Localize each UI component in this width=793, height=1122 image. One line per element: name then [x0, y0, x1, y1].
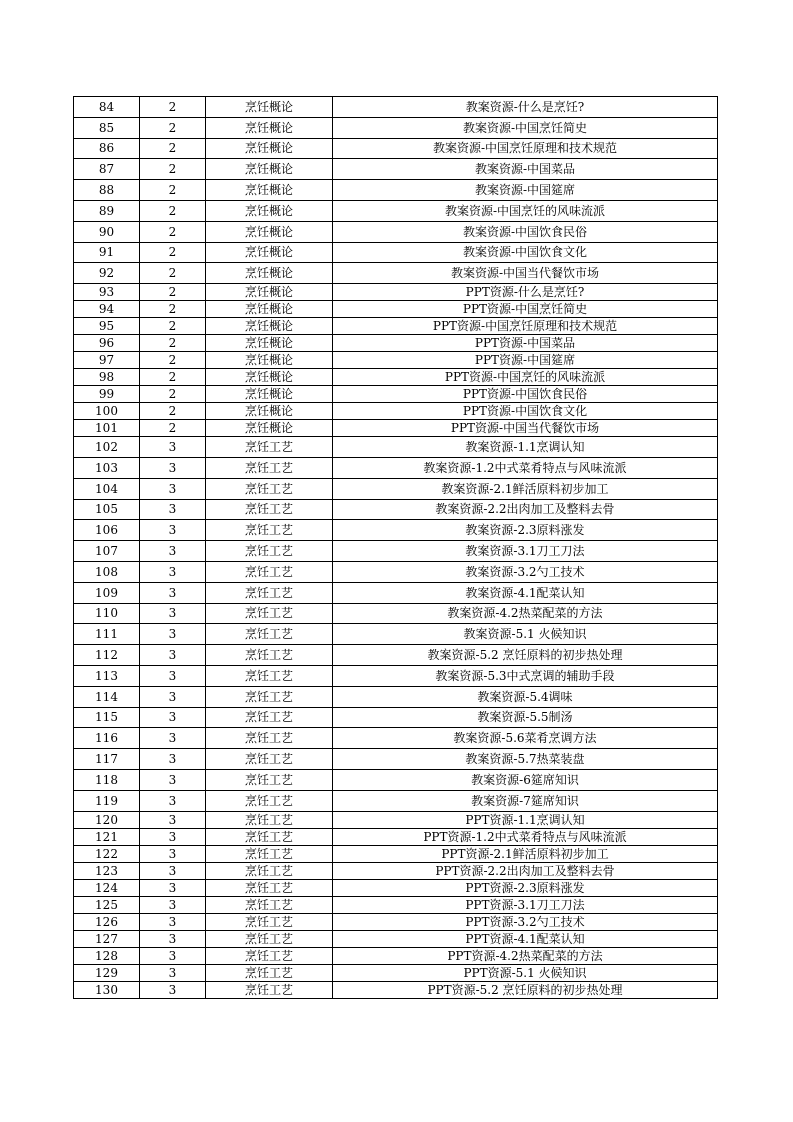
table-row — [74, 437, 718, 458]
resource-title-cell: 教案资源-5.1 火候知识 — [333, 624, 718, 645]
unit-cell: 2 — [140, 221, 206, 242]
unit-cell: 3 — [140, 686, 206, 707]
unit-cell: 2 — [140, 386, 206, 403]
row-number-cell: 95 — [74, 318, 140, 335]
unit-cell: 3 — [140, 603, 206, 624]
unit-cell: 2 — [140, 242, 206, 263]
table-row — [74, 369, 718, 386]
row-number-cell: 104 — [74, 478, 140, 499]
table-row — [74, 582, 718, 603]
row-number-cell: 97 — [74, 352, 140, 369]
resource-title-cell: 教案资源-中国烹饪的风味流派 — [333, 200, 718, 221]
table-row — [74, 981, 718, 998]
unit-cell: 3 — [140, 541, 206, 562]
course-name-cell: 烹饪概论 — [206, 403, 333, 420]
table-row — [74, 561, 718, 582]
unit-cell: 2 — [140, 352, 206, 369]
unit-cell: 2 — [140, 180, 206, 201]
unit-cell: 3 — [140, 930, 206, 947]
row-number-cell: 113 — [74, 665, 140, 686]
unit-cell: 3 — [140, 879, 206, 896]
unit-cell: 3 — [140, 790, 206, 811]
course-name-cell: 烹饪概论 — [206, 200, 333, 221]
course-name-cell: 烹饪工艺 — [206, 947, 333, 964]
row-number-cell: 93 — [74, 284, 140, 301]
unit-cell: 2 — [140, 420, 206, 437]
table-row — [74, 790, 718, 811]
row-number-cell: 85 — [74, 117, 140, 138]
resource-title-cell: PPT资源-1.2中式菜肴特点与风味流派 — [333, 828, 718, 845]
course-name-cell: 烹饪概论 — [206, 369, 333, 386]
table-row — [74, 180, 718, 201]
resource-title-cell: PPT资源-中国烹饪原理和技术规范 — [333, 318, 718, 335]
unit-cell: 3 — [140, 811, 206, 828]
unit-cell: 3 — [140, 862, 206, 879]
course-name-cell: 烹饪工艺 — [206, 811, 333, 828]
unit-cell: 3 — [140, 828, 206, 845]
resource-title-cell: PPT资源-中国饮食文化 — [333, 403, 718, 420]
course-name-cell: 烹饪工艺 — [206, 520, 333, 541]
unit-cell: 2 — [140, 138, 206, 159]
course-name-cell: 烹饪工艺 — [206, 862, 333, 879]
resource-title-cell: 教案资源-5.4调味 — [333, 686, 718, 707]
resource-title-cell: 教案资源-7筵席知识 — [333, 790, 718, 811]
row-number-cell: 109 — [74, 582, 140, 603]
unit-cell: 3 — [140, 947, 206, 964]
course-name-cell: 烹饪概论 — [206, 318, 333, 335]
unit-cell: 2 — [140, 284, 206, 301]
resource-title-cell: 教案资源-中国筵席 — [333, 180, 718, 201]
resource-title-cell: 教案资源-2.1鲜活原料初步加工 — [333, 478, 718, 499]
table-row — [74, 811, 718, 828]
resource-table — [73, 96, 718, 999]
resource-title-cell: 教案资源-5.6菜肴烹调方法 — [333, 728, 718, 749]
resource-title-cell: 教案资源-中国烹饪简史 — [333, 117, 718, 138]
resource-title-cell: 教案资源-5.2 烹饪原料的初步热处理 — [333, 645, 718, 666]
course-name-cell: 烹饪工艺 — [206, 541, 333, 562]
resource-title-cell: PPT资源-4.1配菜认知 — [333, 930, 718, 947]
unit-cell: 3 — [140, 561, 206, 582]
resource-title-cell: 教案资源-中国烹饪原理和技术规范 — [333, 138, 718, 159]
unit-cell: 2 — [140, 263, 206, 284]
table-row — [74, 624, 718, 645]
resource-title-cell: PPT资源-4.2热菜配菜的方法 — [333, 947, 718, 964]
table-row — [74, 284, 718, 301]
course-name-cell: 烹饪工艺 — [206, 603, 333, 624]
table-row — [74, 352, 718, 369]
row-number-cell: 128 — [74, 947, 140, 964]
unit-cell: 3 — [140, 769, 206, 790]
row-number-cell: 121 — [74, 828, 140, 845]
resource-title-cell: 教案资源-中国饮食文化 — [333, 242, 718, 263]
course-name-cell: 烹饪概论 — [206, 138, 333, 159]
row-number-cell: 86 — [74, 138, 140, 159]
table-row — [74, 159, 718, 180]
row-number-cell: 90 — [74, 221, 140, 242]
unit-cell: 3 — [140, 728, 206, 749]
course-name-cell: 烹饪工艺 — [206, 561, 333, 582]
row-number-cell: 102 — [74, 437, 140, 458]
resource-title-cell: 教案资源-2.3原料涨发 — [333, 520, 718, 541]
unit-cell: 3 — [140, 896, 206, 913]
row-number-cell: 129 — [74, 964, 140, 981]
table-row — [74, 335, 718, 352]
table-row — [74, 138, 718, 159]
resource-title-cell: PPT资源-5.1 火候知识 — [333, 964, 718, 981]
table-row — [74, 221, 718, 242]
table-row — [74, 845, 718, 862]
unit-cell: 2 — [140, 159, 206, 180]
course-name-cell: 烹饪概论 — [206, 352, 333, 369]
unit-cell: 3 — [140, 707, 206, 728]
unit-cell: 3 — [140, 478, 206, 499]
course-name-cell: 烹饪工艺 — [206, 879, 333, 896]
row-number-cell: 107 — [74, 541, 140, 562]
row-number-cell: 116 — [74, 728, 140, 749]
table-row — [74, 665, 718, 686]
course-name-cell: 烹饪工艺 — [206, 981, 333, 998]
table-row — [74, 200, 718, 221]
table-row — [74, 263, 718, 284]
unit-cell: 3 — [140, 749, 206, 770]
unit-cell: 3 — [140, 582, 206, 603]
row-number-cell: 112 — [74, 645, 140, 666]
row-number-cell: 123 — [74, 862, 140, 879]
unit-cell: 3 — [140, 499, 206, 520]
table-row — [74, 499, 718, 520]
table-row — [74, 913, 718, 930]
row-number-cell: 118 — [74, 769, 140, 790]
resource-title-cell: PPT资源-2.1鲜活原料初步加工 — [333, 845, 718, 862]
unit-cell: 3 — [140, 520, 206, 541]
course-name-cell: 烹饪概论 — [206, 301, 333, 318]
resource-title-cell: 教案资源-6筵席知识 — [333, 769, 718, 790]
resource-title-cell: 教案资源-中国饮食民俗 — [333, 221, 718, 242]
resource-title-cell: 教案资源-1.1烹调认知 — [333, 437, 718, 458]
resource-title-cell: 教案资源-4.2热菜配菜的方法 — [333, 603, 718, 624]
resource-title-cell: PPT资源-中国菜品 — [333, 335, 718, 352]
resource-title-cell: 教案资源-3.2勺工技术 — [333, 561, 718, 582]
course-name-cell: 烹饪概论 — [206, 284, 333, 301]
unit-cell: 3 — [140, 845, 206, 862]
resource-title-cell: 教案资源-5.7热菜装盘 — [333, 749, 718, 770]
course-name-cell: 烹饪概论 — [206, 420, 333, 437]
course-name-cell: 烹饪工艺 — [206, 582, 333, 603]
row-number-cell: 84 — [74, 97, 140, 118]
row-number-cell: 92 — [74, 263, 140, 284]
table-row — [74, 728, 718, 749]
course-name-cell: 烹饪工艺 — [206, 478, 333, 499]
table-row — [74, 947, 718, 964]
course-name-cell: 烹饪工艺 — [206, 624, 333, 645]
course-name-cell: 烹饪概论 — [206, 263, 333, 284]
table-row — [74, 828, 718, 845]
unit-cell: 2 — [140, 318, 206, 335]
resource-title-cell: 教案资源-5.5制汤 — [333, 707, 718, 728]
unit-cell: 3 — [140, 665, 206, 686]
course-name-cell: 烹饪工艺 — [206, 930, 333, 947]
row-number-cell: 117 — [74, 749, 140, 770]
course-name-cell: 烹饪工艺 — [206, 749, 333, 770]
course-name-cell: 烹饪工艺 — [206, 728, 333, 749]
row-number-cell: 111 — [74, 624, 140, 645]
unit-cell: 2 — [140, 369, 206, 386]
course-name-cell: 烹饪概论 — [206, 221, 333, 242]
row-number-cell: 127 — [74, 930, 140, 947]
unit-cell: 3 — [140, 964, 206, 981]
resource-title-cell: 教案资源-什么是烹饪? — [333, 97, 718, 118]
table-row — [74, 879, 718, 896]
resource-title-cell: 教案资源-5.3中式烹调的辅助手段 — [333, 665, 718, 686]
row-number-cell: 103 — [74, 457, 140, 478]
table-body — [74, 97, 718, 999]
resource-title-cell: PPT资源-2.3原料涨发 — [333, 879, 718, 896]
table-row — [74, 478, 718, 499]
unit-cell: 3 — [140, 624, 206, 645]
course-name-cell: 烹饪概论 — [206, 180, 333, 201]
unit-cell: 3 — [140, 457, 206, 478]
resource-title-cell: 教案资源-中国当代餐饮市场 — [333, 263, 718, 284]
unit-cell: 3 — [140, 437, 206, 458]
unit-cell: 3 — [140, 645, 206, 666]
row-number-cell: 126 — [74, 913, 140, 930]
table-row — [74, 318, 718, 335]
unit-cell: 2 — [140, 301, 206, 318]
table-row — [74, 242, 718, 263]
course-name-cell: 烹饪工艺 — [206, 645, 333, 666]
course-name-cell: 烹饪概论 — [206, 97, 333, 118]
table-row — [74, 541, 718, 562]
row-number-cell: 87 — [74, 159, 140, 180]
resource-title-cell: PPT资源-1.1烹调认知 — [333, 811, 718, 828]
course-name-cell: 烹饪概论 — [206, 159, 333, 180]
resource-title-cell: 教案资源-4.1配菜认知 — [333, 582, 718, 603]
course-name-cell: 烹饪工艺 — [206, 707, 333, 728]
course-name-cell: 烹饪工艺 — [206, 828, 333, 845]
course-name-cell: 烹饪工艺 — [206, 769, 333, 790]
resource-title-cell: PPT资源-2.2出肉加工及整料去骨 — [333, 862, 718, 879]
table-row — [74, 117, 718, 138]
unit-cell: 2 — [140, 403, 206, 420]
course-name-cell: 烹饪工艺 — [206, 790, 333, 811]
course-name-cell: 烹饪概论 — [206, 117, 333, 138]
row-number-cell: 88 — [74, 180, 140, 201]
row-number-cell: 99 — [74, 386, 140, 403]
course-name-cell: 烹饪工艺 — [206, 845, 333, 862]
course-name-cell: 烹饪工艺 — [206, 665, 333, 686]
table-row — [74, 301, 718, 318]
row-number-cell: 105 — [74, 499, 140, 520]
table-row — [74, 457, 718, 478]
resource-title-cell: PPT资源-中国饮食民俗 — [333, 386, 718, 403]
row-number-cell: 110 — [74, 603, 140, 624]
table-row — [74, 707, 718, 728]
unit-cell: 2 — [140, 200, 206, 221]
resource-title-cell: PPT资源-3.2勺工技术 — [333, 913, 718, 930]
table-row — [74, 686, 718, 707]
resource-title-cell: PPT资源-3.1刀工刀法 — [333, 896, 718, 913]
resource-title-cell: 教案资源-中国菜品 — [333, 159, 718, 180]
row-number-cell: 130 — [74, 981, 140, 998]
resource-title-cell: 教案资源-3.1刀工刀法 — [333, 541, 718, 562]
table-row — [74, 769, 718, 790]
course-name-cell: 烹饪工艺 — [206, 457, 333, 478]
row-number-cell: 120 — [74, 811, 140, 828]
row-number-cell: 106 — [74, 520, 140, 541]
resource-title-cell: 教案资源-2.2出肉加工及整料去骨 — [333, 499, 718, 520]
row-number-cell: 119 — [74, 790, 140, 811]
table-row — [74, 420, 718, 437]
resource-title-cell: 教案资源-1.2中式菜肴特点与风味流派 — [333, 457, 718, 478]
row-number-cell: 125 — [74, 896, 140, 913]
resource-title-cell: PPT资源-什么是烹饪? — [333, 284, 718, 301]
unit-cell: 3 — [140, 913, 206, 930]
table-row — [74, 520, 718, 541]
row-number-cell: 91 — [74, 242, 140, 263]
course-name-cell: 烹饪工艺 — [206, 437, 333, 458]
row-number-cell: 122 — [74, 845, 140, 862]
table-row — [74, 386, 718, 403]
table-row — [74, 97, 718, 118]
course-name-cell: 烹饪概论 — [206, 386, 333, 403]
resource-title-cell: PPT资源-中国当代餐饮市场 — [333, 420, 718, 437]
row-number-cell: 89 — [74, 200, 140, 221]
unit-cell: 2 — [140, 335, 206, 352]
course-name-cell: 烹饪概论 — [206, 242, 333, 263]
row-number-cell: 96 — [74, 335, 140, 352]
row-number-cell: 94 — [74, 301, 140, 318]
row-number-cell: 124 — [74, 879, 140, 896]
unit-cell: 2 — [140, 117, 206, 138]
course-name-cell: 烹饪工艺 — [206, 964, 333, 981]
table-row — [74, 896, 718, 913]
table-row — [74, 403, 718, 420]
row-number-cell: 101 — [74, 420, 140, 437]
table-row — [74, 645, 718, 666]
table-row — [74, 964, 718, 981]
course-name-cell: 烹饪概论 — [206, 335, 333, 352]
course-name-cell: 烹饪工艺 — [206, 499, 333, 520]
course-name-cell: 烹饪工艺 — [206, 896, 333, 913]
course-name-cell: 烹饪工艺 — [206, 686, 333, 707]
resource-title-cell: PPT资源-5.2 烹饪原料的初步热处理 — [333, 981, 718, 998]
table-row — [74, 749, 718, 770]
table-row — [74, 862, 718, 879]
course-name-cell: 烹饪工艺 — [206, 913, 333, 930]
table-row — [74, 930, 718, 947]
table-row — [74, 603, 718, 624]
resource-title-cell: PPT资源-中国烹饪的风味流派 — [333, 369, 718, 386]
unit-cell: 3 — [140, 981, 206, 998]
resource-title-cell: PPT资源-中国筵席 — [333, 352, 718, 369]
row-number-cell: 115 — [74, 707, 140, 728]
unit-cell: 2 — [140, 97, 206, 118]
resource-title-cell: PPT资源-中国烹饪简史 — [333, 301, 718, 318]
row-number-cell: 100 — [74, 403, 140, 420]
row-number-cell: 98 — [74, 369, 140, 386]
row-number-cell: 114 — [74, 686, 140, 707]
row-number-cell: 108 — [74, 561, 140, 582]
